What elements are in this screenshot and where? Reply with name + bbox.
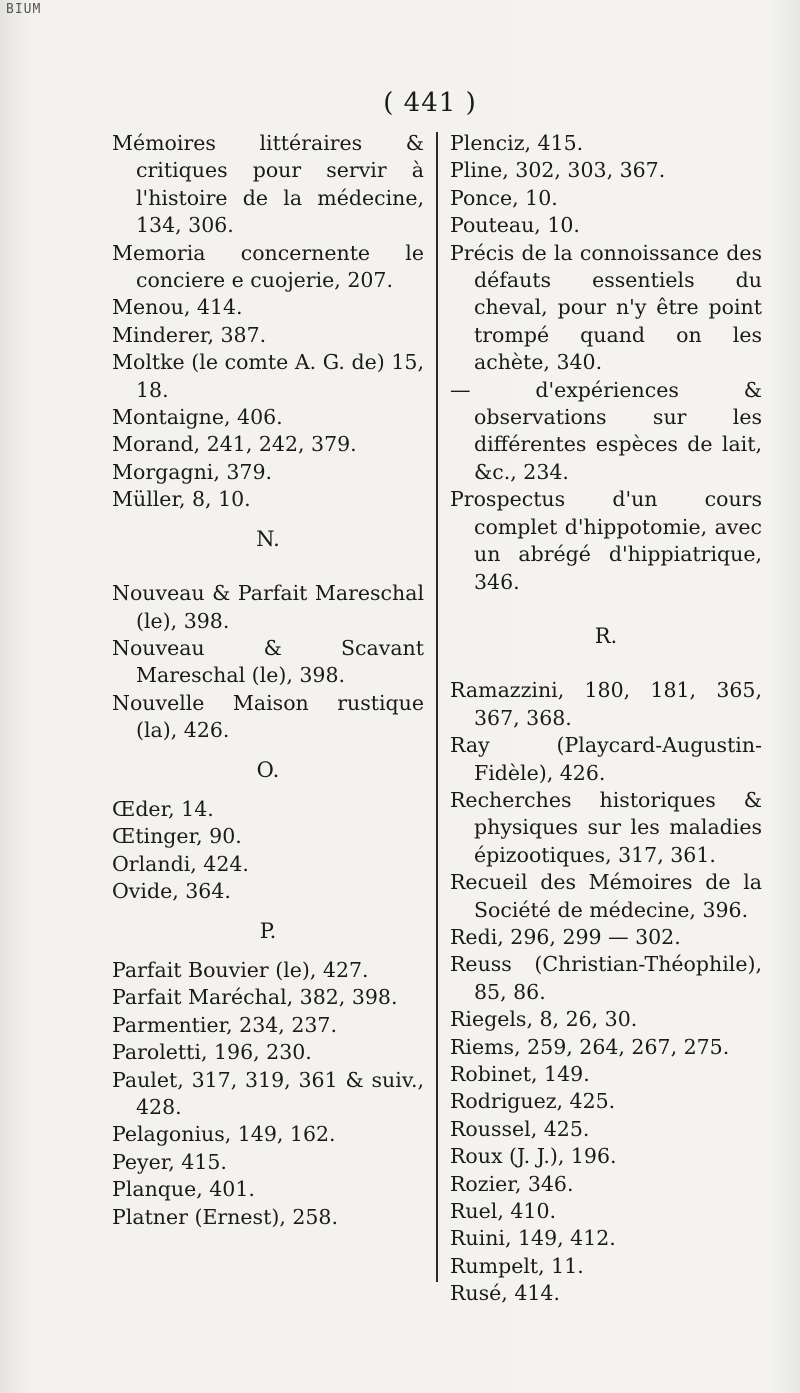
index-entry: Œder, 14.: [112, 796, 214, 821]
index-entry: Menou, 414.: [112, 295, 243, 320]
index-entry: — d'expériences & observations sur les différentes espèces de lait, &c., 234.: [450, 377, 762, 484]
index-entry: Mémoires littéraires & critiques pour servir à l'histoire de la médecine, 134, 306.: [112, 131, 424, 238]
index-entry: Nouvelle Maison rustique (la), 426.: [112, 690, 424, 743]
index-entry: Müller, 8, 10.: [112, 487, 251, 512]
index-column-left: [112, 130, 424, 1231]
index-entry: Orlandi, 424.: [112, 851, 249, 876]
index-entry: Morand, 241, 242, 379.: [112, 432, 357, 457]
section-letter-p: P.: [259, 918, 277, 943]
index-entry: Nouveau & Parfait Mareschal (le), 398.: [112, 581, 424, 633]
index-entry: Recueil des Mémoires de la Société de médecine, 396.: [450, 870, 762, 922]
index-entry: Redi, 296, 299 — 302.: [450, 924, 681, 949]
section-letter-n: N.: [256, 526, 280, 551]
index-entry: Peyer, 415.: [112, 1149, 227, 1174]
library-stamp: BIUM: [6, 2, 42, 17]
index-entry: Nouveau & Scavant Mareschal (le), 398.: [112, 635, 424, 688]
index-entry: Platner (Ernest), 258.: [112, 1204, 338, 1229]
index-entry: Pouteau, 10.: [450, 213, 580, 238]
index-entry: Rodriguez, 425.: [450, 1089, 616, 1114]
index-entry: Prospectus d'un cours complet d'hippotomie, avec un abrégé d'hippiatrique, 346.: [450, 487, 762, 594]
index-entry: Pelagonius, 149, 162.: [112, 1122, 336, 1147]
index-entry: Ovide, 364.: [112, 879, 231, 904]
index-entry: Riegels, 8, 26, 30.: [450, 1007, 638, 1032]
index-entry: Rozier, 346.: [450, 1171, 574, 1196]
index-entry: Ruini, 149, 412.: [450, 1226, 616, 1251]
index-entry: Morgagni, 379.: [112, 459, 273, 484]
section-letter-r: R.: [594, 623, 618, 648]
index-entry: Précis de la connoissance des défauts essentiels du cheval, pour n'y être point trompé quand on les achète, 340.: [450, 240, 762, 375]
index-entry: Roussel, 425.: [450, 1116, 590, 1141]
index-entry: Minderer, 387.: [112, 322, 267, 347]
index-entry: Roux (J. J.), 196.: [450, 1144, 617, 1169]
index-entry: Riems, 259, 264, 267, 275.: [450, 1034, 730, 1059]
index-entry: Parmentier, 234, 237.: [112, 1012, 337, 1037]
section-letter-o: O.: [256, 757, 280, 782]
index-column-right: [450, 130, 762, 1308]
index-entry: Reuss (Christian-Théophile), 85, 86.: [450, 952, 762, 1004]
index-entry: Œtinger, 90.: [112, 824, 242, 849]
index-entry: Ponce, 10.: [450, 185, 558, 210]
index-entry: Recherches historiques & physiques sur les maladies épizootiques, 317, 361.: [450, 787, 762, 867]
index-entry: Montaigne, 406.: [112, 405, 283, 430]
index-entry: Planque, 401.: [112, 1177, 255, 1202]
index-entry: Ruel, 410.: [450, 1199, 557, 1224]
index-entry: Parfait Bouvier (le), 427.: [112, 957, 369, 982]
index-entry: Paroletti, 196, 230.: [112, 1040, 312, 1065]
index-entry: Pline, 302, 303, 367.: [450, 158, 666, 183]
index-entry: Memoria concernente le conciere e cuojerie, 207.: [112, 240, 424, 293]
index-entry: Robinet, 149.: [450, 1062, 590, 1086]
index-entry: Ray (Playcard-Augustin-Fidèle), 426.: [450, 733, 762, 785]
index-entry: Rumpelt, 11.: [450, 1253, 584, 1278]
index-entry: Parfait Maréchal, 382, 398.: [112, 985, 398, 1010]
index-entry: Ramazzini, 180, 181, 365, 367, 368.: [450, 678, 762, 730]
column-divider: [436, 132, 438, 1282]
index-entry: Rusé, 414.: [450, 1281, 560, 1306]
page-number: ( 441 ): [383, 88, 477, 118]
index-entry: Plenciz, 415.: [450, 131, 584, 155]
index-entry: Moltke (le comte A. G. de) 15, 18.: [112, 350, 424, 402]
index-entry: Paulet, 317, 319, 361 & suiv., 428.: [112, 1067, 424, 1119]
